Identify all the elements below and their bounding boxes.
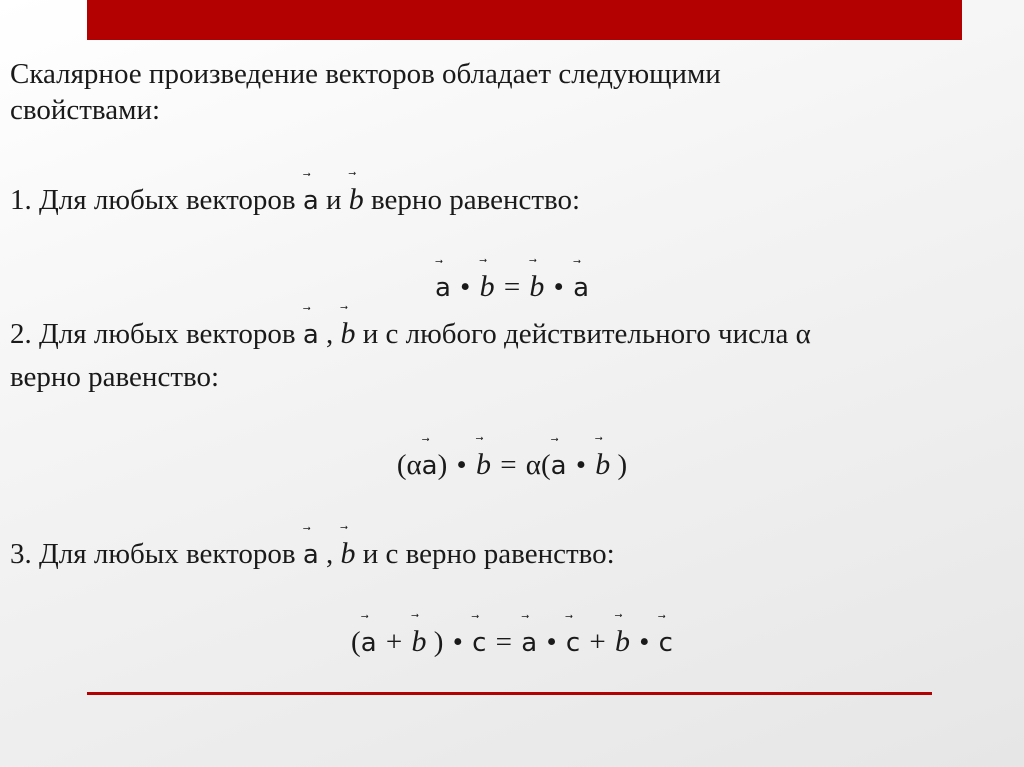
property-2	[10, 317, 811, 351]
vector-a: a	[434, 273, 451, 303]
alpha-mul: α(	[525, 449, 551, 481]
intro-line-2: свойствами:	[10, 94, 161, 126]
vector-b: b	[529, 270, 545, 303]
vector-a: a	[573, 273, 590, 303]
close-paren: )	[610, 449, 628, 481]
property-1-tail: верно равенство:	[371, 184, 581, 216]
intro-line-1: Скалярное произведение векторов обладает следующими	[10, 58, 721, 90]
vector-a: a	[421, 451, 438, 481]
vector-b: b	[475, 448, 491, 481]
equals-operator: =	[495, 626, 512, 658]
equals-operator: =	[500, 449, 517, 481]
vector-a: a	[360, 628, 377, 658]
property-2-lead: 2. Для любых векторов	[10, 318, 296, 350]
dot-operator: •	[452, 626, 463, 658]
property-2-tail: и с любого действительного числа α	[362, 318, 811, 350]
alpha-open: (α	[396, 449, 422, 481]
property-3	[10, 537, 615, 571]
bottom-accent-line	[87, 692, 932, 695]
property-3-lead: 3. Для любых векторов	[10, 538, 296, 570]
dot-operator: •	[639, 626, 650, 658]
vector-b: b	[348, 183, 364, 216]
vector-a: a	[302, 186, 319, 216]
dot-operator: •	[546, 626, 557, 658]
dot-operator: •	[575, 449, 586, 481]
property-3-tail: и с верно равенство:	[362, 538, 615, 570]
dot-operator: •	[460, 271, 471, 303]
property-1	[10, 183, 580, 217]
formula-3	[0, 625, 1024, 659]
dot-operator: •	[553, 271, 564, 303]
conj-and: и	[326, 184, 342, 216]
formula-1	[0, 270, 1024, 304]
vector-c: c	[565, 628, 581, 658]
vector-b: b	[595, 448, 611, 481]
vector-c: c	[472, 628, 487, 658]
close-paren: )	[426, 626, 444, 658]
plus-operator: +	[385, 626, 403, 658]
close-paren: )	[437, 449, 448, 481]
vector-c: c	[658, 628, 673, 658]
vector-b: b	[411, 625, 427, 658]
vector-a: a	[302, 320, 319, 350]
vector-b: b	[615, 625, 630, 658]
property-1-lead: 1. Для любых векторов	[10, 184, 296, 216]
property-2-line-2: верно равенство:	[10, 361, 220, 393]
open-paren: (	[351, 626, 361, 658]
separator-comma: ,	[326, 538, 334, 570]
vector-b: b	[479, 270, 495, 303]
top-accent-bar	[87, 0, 962, 40]
dot-operator: •	[456, 449, 467, 481]
vector-b: b	[340, 537, 356, 570]
vector-a: a	[521, 628, 538, 658]
equals-operator: =	[503, 271, 521, 303]
vector-b: b	[340, 317, 356, 350]
formula-2	[0, 448, 1024, 482]
vector-a: a	[550, 451, 567, 481]
vector-a: a	[302, 540, 319, 570]
plus-operator: +	[589, 626, 606, 658]
separator-comma: ,	[326, 318, 334, 350]
